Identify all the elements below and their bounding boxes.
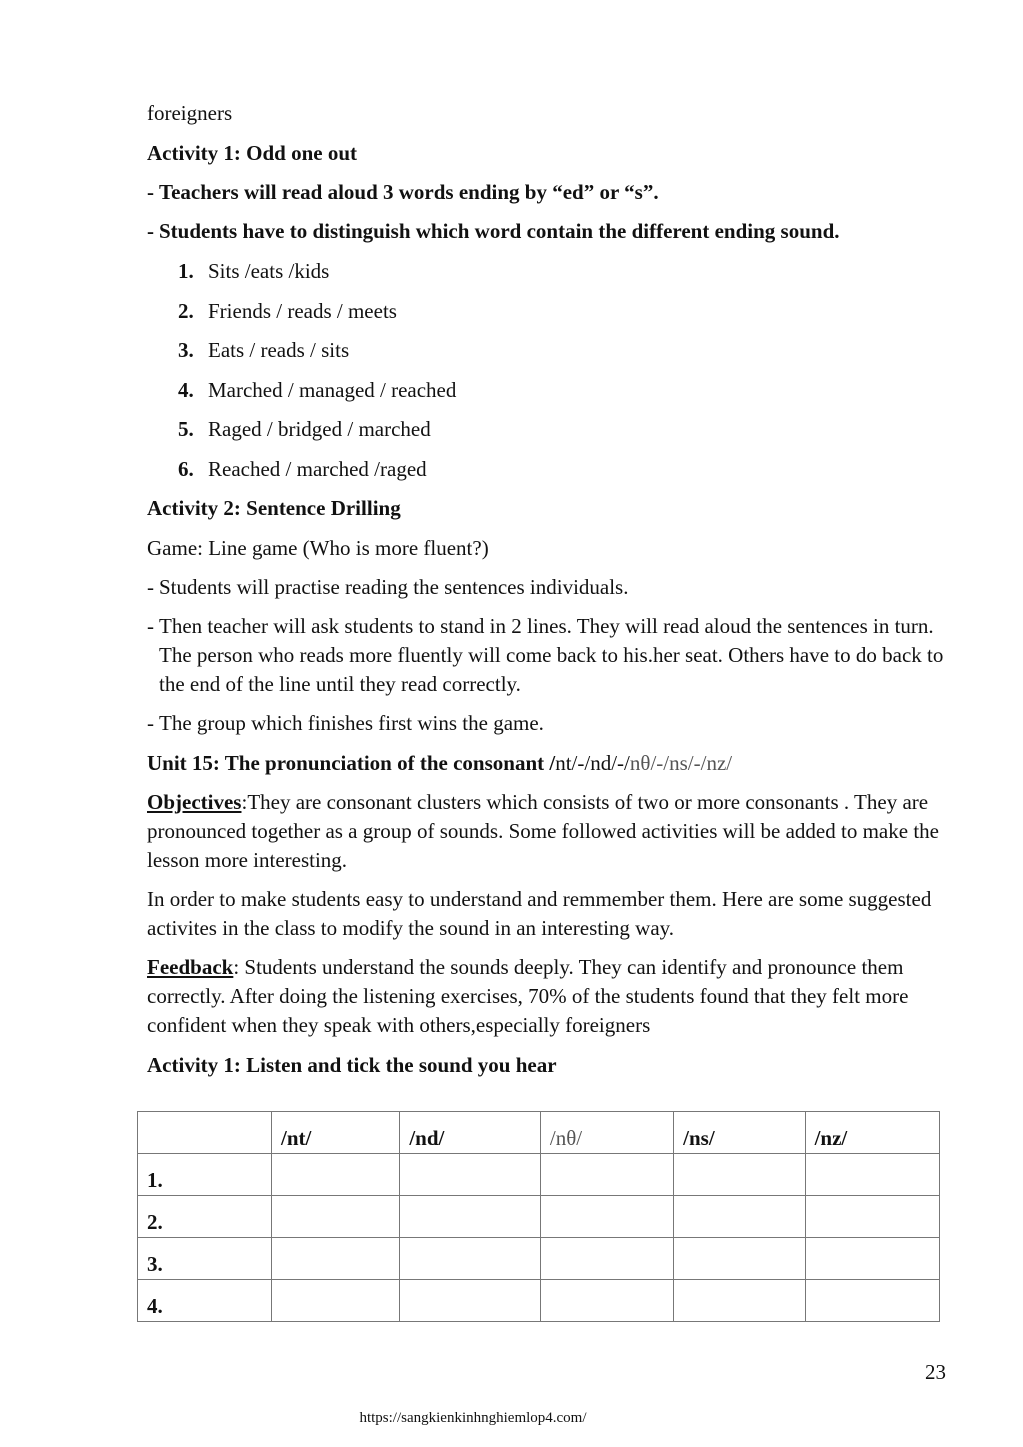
page-content — [147, 98, 957, 1080]
tick-cell[interactable] — [400, 1280, 541, 1322]
objectives-text: :They are consonant clusters which consists of two or more consonants . They are pronounced together as a group of sounds. Some followed activities will be added to make the lesson more interesting. — [147, 790, 939, 872]
table-row — [138, 1196, 940, 1238]
unit15-sounds-a: nt/-/nd/-/ — [555, 751, 630, 775]
tick-cell[interactable] — [400, 1196, 541, 1238]
tick-cell[interactable] — [805, 1196, 939, 1238]
item-text: Sits /eats /kids — [208, 259, 330, 283]
unit15-heading — [147, 748, 957, 778]
tick-cell[interactable] — [674, 1196, 805, 1238]
item-text: Reached / marched /raged — [208, 456, 427, 481]
page-number: 23 — [925, 1360, 946, 1384]
tick-cell[interactable] — [400, 1154, 541, 1196]
header-cell — [138, 1112, 272, 1154]
intro-word: foreigners — [147, 101, 233, 125]
item-text: Eats / reads / sits — [208, 338, 350, 362]
table-row — [138, 1238, 940, 1280]
header-cell: /ns/ — [674, 1112, 805, 1154]
tick-cell[interactable] — [540, 1280, 673, 1322]
tick-cell[interactable] — [540, 1154, 673, 1196]
row-label: 4. — [138, 1280, 272, 1322]
objectives-label: Objectives — [147, 790, 242, 814]
bullet-text: Teachers will read aloud 3 words ending by “ed” or “s”. — [159, 180, 659, 204]
order-paragraph: In order to make students easy to understand and remmember them. Here are some suggested activites in the class to modify the sound in an interesting way. — [147, 887, 932, 940]
game-line: Game: Line game (Who is more fluent?) — [147, 536, 489, 560]
dash-marker: - — [147, 711, 154, 735]
dash-marker: - — [147, 614, 154, 638]
item-number: 6. — [178, 456, 194, 481]
footer-url[interactable]: https://sangkienkinhnghiemlop4.com/ — [359, 1410, 587, 1426]
bullet-text: Students will practise reading the sentences individuals. — [159, 575, 629, 599]
bullet-text: Then teacher will ask students to stand in 2 lines. They will read aloud the sentences in turn. The person who reads more fluently will come back to his.her seat. Others have to do back to the end of the line until they read correctly. — [159, 614, 944, 696]
item-number: 3. — [178, 338, 194, 362]
header-cell: /nt/ — [272, 1112, 400, 1154]
row-label: 3. — [138, 1238, 272, 1280]
tick-cell[interactable] — [540, 1238, 673, 1280]
dash-marker: - — [147, 180, 154, 204]
unit15-heading-bold: Unit 15: The pronunciation of the consonant / — [147, 751, 556, 775]
tick-cell[interactable] — [272, 1238, 400, 1280]
list-item — [147, 454, 957, 484]
tick-cell[interactable] — [805, 1280, 939, 1322]
activity1-heading: Activity 1: Odd one out — [147, 141, 357, 165]
tick-cell[interactable] — [674, 1154, 805, 1196]
unit15-sounds-b: nθ/-/ns/-/nz/ — [629, 751, 733, 775]
bullet-text: Students have to distinguish which word contain the different ending sound. — [159, 219, 840, 243]
tick-cell[interactable] — [805, 1238, 939, 1280]
dash-marker: - — [147, 575, 154, 599]
table-row — [138, 1154, 940, 1196]
tick-cell[interactable] — [805, 1154, 939, 1196]
item-text: Friends / reads / meets — [208, 298, 397, 323]
tick-cell[interactable] — [272, 1154, 400, 1196]
item-number: 4. — [178, 377, 194, 402]
list-item — [147, 375, 957, 405]
item-number: 1. — [178, 259, 194, 283]
tick-cell[interactable] — [272, 1196, 400, 1238]
tick-cell[interactable] — [674, 1238, 805, 1280]
tick-cell[interactable] — [400, 1238, 541, 1280]
list-item — [147, 296, 957, 326]
header-cell: /nz/ — [805, 1112, 939, 1154]
tick-cell[interactable] — [272, 1280, 400, 1322]
item-text: Raged / bridged / marched — [208, 417, 431, 441]
activity1-bullet — [147, 217, 957, 246]
objectives-paragraph — [147, 788, 957, 875]
tick-cell[interactable] — [540, 1196, 673, 1238]
row-label: 2. — [138, 1196, 272, 1238]
feedback-label: Feedback — [147, 955, 234, 979]
header-cell: /nd/ — [400, 1112, 541, 1154]
header-cell: /nθ/ — [540, 1112, 673, 1154]
list-item — [147, 414, 957, 444]
activity2-bullet — [147, 709, 957, 738]
bullet-text: The group which finishes first wins the game. — [159, 711, 544, 735]
feedback-text: : Students understand the sounds deeply. They can identify and pronounce them correctly. After doing the listening exercises, 70% of the students found that they felt more confident when they speak with others,especially foreigners — [147, 955, 909, 1037]
activity2-bullet — [147, 612, 957, 699]
table-header-row — [138, 1112, 940, 1154]
list-item — [147, 335, 957, 365]
activity1-bullet — [147, 178, 957, 207]
activity2-heading: Activity 2: Sentence Drilling — [147, 496, 401, 520]
tick-cell[interactable] — [674, 1280, 805, 1322]
list-item — [147, 256, 957, 286]
feedback-paragraph — [147, 953, 957, 1040]
item-text: Marched / managed / reached — [208, 377, 457, 402]
dash-marker: - — [147, 219, 154, 243]
activity2-bullet — [147, 573, 957, 602]
tick-table — [137, 1111, 940, 1322]
row-label: 1. — [138, 1154, 272, 1196]
table-row — [138, 1280, 940, 1322]
item-number: 5. — [178, 417, 194, 441]
item-number: 2. — [178, 298, 194, 323]
unit15-activity-heading: Activity 1: Listen and tick the sound you hear — [147, 1053, 557, 1077]
